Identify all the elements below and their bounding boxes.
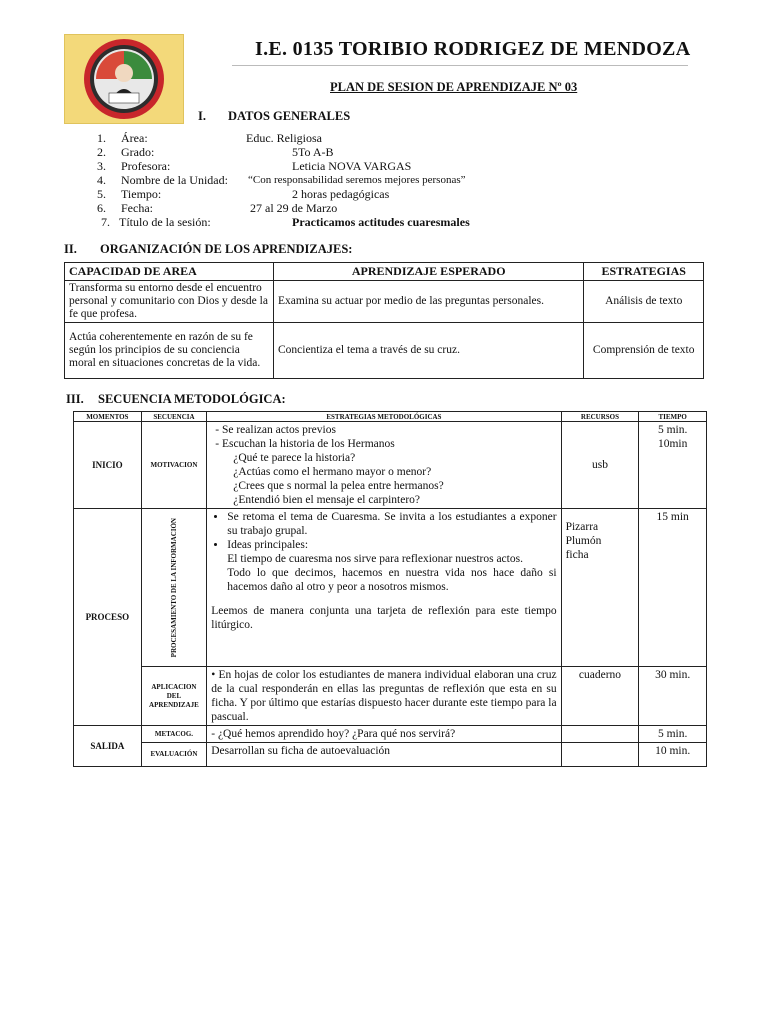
secuencia-procesamiento [141, 509, 207, 667]
item-number: 2. [97, 145, 106, 159]
column-header: CAPACIDAD DE AREA [65, 263, 274, 281]
secuencia-metacog: METACOG. [141, 726, 207, 743]
estrategias-metacog: - ¿Qué hemos aprendido hoy? ¿Para qué nos servirá? [207, 726, 561, 743]
column-header: ESTRATEGIAS [584, 263, 704, 281]
item-number: 5. [97, 187, 106, 201]
item-label: Tiempo: [121, 187, 162, 201]
resource-item: Plumón [565, 535, 602, 547]
tiempo-inicio [639, 422, 707, 509]
strategy-line: ¿Entendió bien el mensaje el carpintero? [233, 494, 421, 506]
paragraph: Leemos de manera conjunta una tarjeta de reflexión para este tiempo litúrgico. [211, 605, 557, 631]
tiempo-aplicacion: 30 min. [639, 667, 707, 726]
item-number: 6. [97, 201, 106, 215]
item-number: 1. [97, 131, 106, 145]
table-header-row [74, 412, 707, 422]
time-value: 5 min. [657, 424, 688, 436]
time-value: 10min [657, 438, 688, 450]
item-label: Área: [121, 131, 148, 145]
momento-proceso: PROCESO [74, 509, 142, 726]
strategy-line: - Se realizan actos previos [215, 424, 336, 436]
school-name: I.E. 0135 TORIBIO RODRIGEZ DE MENDOZA [255, 38, 691, 60]
tiempo-metacog: 5 min. [639, 726, 707, 743]
table-row-metacog [74, 726, 707, 743]
section2-number: II. [64, 242, 77, 256]
item-value: 27 al 29 de Marzo [250, 201, 338, 215]
paragraph: Todo lo que decimos, hacemos en nuestra vida nos hace daño si hacemos daño al otro y peor a nosotros mismos. [227, 567, 557, 593]
plan-title: PLAN DE SESION DE APRENDIZAJE Nº 03 [330, 80, 578, 94]
recursos-proceso [561, 509, 639, 667]
table-row [65, 281, 704, 323]
table-row [65, 323, 704, 379]
strategy-line: ¿Qué te parece la historia? [233, 452, 356, 464]
momento-inicio: INICIO [74, 422, 142, 509]
section1-number: I. [198, 109, 206, 123]
table-header-row [65, 263, 704, 281]
estrategias-evaluacion: Desarrollan su ficha de autoevaluación [207, 743, 561, 767]
item-value: Leticia NOVA VARGAS [292, 159, 412, 173]
bullet-item: • Se retoma el tema de Cuaresma. Se invita a los estudiantes a exponer su trabajo grupal. [227, 510, 556, 538]
column-header: SECUENCIA [141, 412, 207, 422]
column-header: RECURSOS [561, 412, 639, 422]
item-label: Nombre de la Unidad: [121, 173, 228, 187]
recursos-inicio: usb [561, 422, 639, 509]
section3-number: III. [66, 392, 84, 406]
paragraph: El tiempo de cuaresma nos sirve para reflexionar nuestros actos. [227, 553, 523, 565]
estrategia-cell: Análisis de texto [584, 281, 704, 323]
recursos-aplicacion: cuaderno [561, 667, 639, 726]
column-header: APRENDIZAJE ESPERADO [273, 263, 583, 281]
secuencia-motivacion: MOTIVACION [141, 422, 207, 509]
estrategias-inicio [207, 422, 561, 509]
item-value: 2 horas pedagógicas [292, 187, 390, 201]
bullet-item: • Ideas principales: [227, 538, 556, 552]
secuencia-label: PROCESAMIENTO DE LA INFORMACIÓN [169, 517, 178, 658]
section3-title: SECUENCIA METODOLÓGICA: [98, 392, 286, 406]
item-number: 3. [97, 159, 106, 173]
aprendizaje-cell: Examina su actuar por medio de las preguntas personales. [273, 281, 583, 323]
column-header: MOMENTOS [74, 412, 142, 422]
section2-heading [64, 242, 353, 257]
table-row-aplicacion [74, 667, 707, 726]
item-label: Título de la sesión: [119, 215, 211, 229]
recursos-metacog [561, 726, 639, 743]
capacidad-cell: Actúa coherentemente en razón de su fe según los principios de su conciencia moral en situaciones concretas de la vida. [65, 323, 274, 379]
section1-heading [198, 109, 351, 124]
header-divider [232, 65, 688, 66]
item-value: 5To A-B [292, 145, 334, 159]
column-header: ESTRATEGIAS METODOLÓGICAS [207, 412, 561, 422]
strategy-line: ¿Crees que s normal la pelea entre hermanos? [233, 480, 444, 492]
school-logo [64, 34, 184, 124]
table-row-evaluacion [74, 743, 707, 767]
estrategias-proceso [207, 509, 561, 667]
section2-title: ORGANIZACIÓN DE LOS APRENDIZAJES: [100, 242, 353, 256]
section1-title: DATOS GENERALES [228, 109, 351, 123]
table-row-inicio [74, 422, 707, 509]
capacidad-cell: Transforma su entorno desde el encuentro personal y comunitario con Dios y desde la fe que profesa. [65, 281, 274, 323]
item-number: 7. [101, 215, 110, 229]
table-row-proceso [74, 509, 707, 667]
item-label: Grado: [121, 145, 155, 159]
aprendizaje-cell: Concientiza el tema a través de su cruz. [273, 323, 583, 379]
estrategia-cell: Comprensión de texto [584, 323, 704, 379]
recursos-evaluacion [561, 743, 639, 767]
column-header: TIEMPO [639, 412, 707, 422]
resource-item: Pizarra [565, 521, 599, 533]
secuencia-aplicacion: APLICACION DEL APRENDIZAJE [141, 667, 207, 726]
tiempo-proceso: 15 min [639, 509, 707, 667]
estrategias-aplicacion: • En hojas de color los estudiantes de manera individual elaboran una cruz de la cual responderán en ellas las preguntas de reflexión que esta en su ficha. Y por último que estarías dispuesto hacer durante este tiempo para la pascual. [207, 667, 561, 726]
secuencia-evaluacion: EVALUACIÓN [141, 743, 207, 767]
secuencia-table [73, 411, 707, 767]
item-value: Practicamos actitudes cuaresmales [292, 215, 470, 229]
item-label: Fecha: [121, 201, 153, 215]
organizacion-table [64, 262, 704, 379]
item-label: Profesora: [121, 159, 171, 173]
item-value: Educ. Religiosa [246, 131, 322, 145]
tiempo-evaluacion: 10 min. [639, 743, 707, 767]
item-number: 4. [97, 173, 106, 187]
item-value: “Con responsabilidad seremos mejores personas” [248, 174, 466, 186]
momento-salida: SALIDA [74, 726, 142, 767]
strategy-line: - Escuchan la historia de los Hermanos [215, 438, 395, 450]
strategy-line: ¿Actúas como el hermano mayor o menor? [233, 466, 432, 478]
resource-item: ficha [565, 549, 589, 561]
section3-heading [66, 392, 286, 407]
